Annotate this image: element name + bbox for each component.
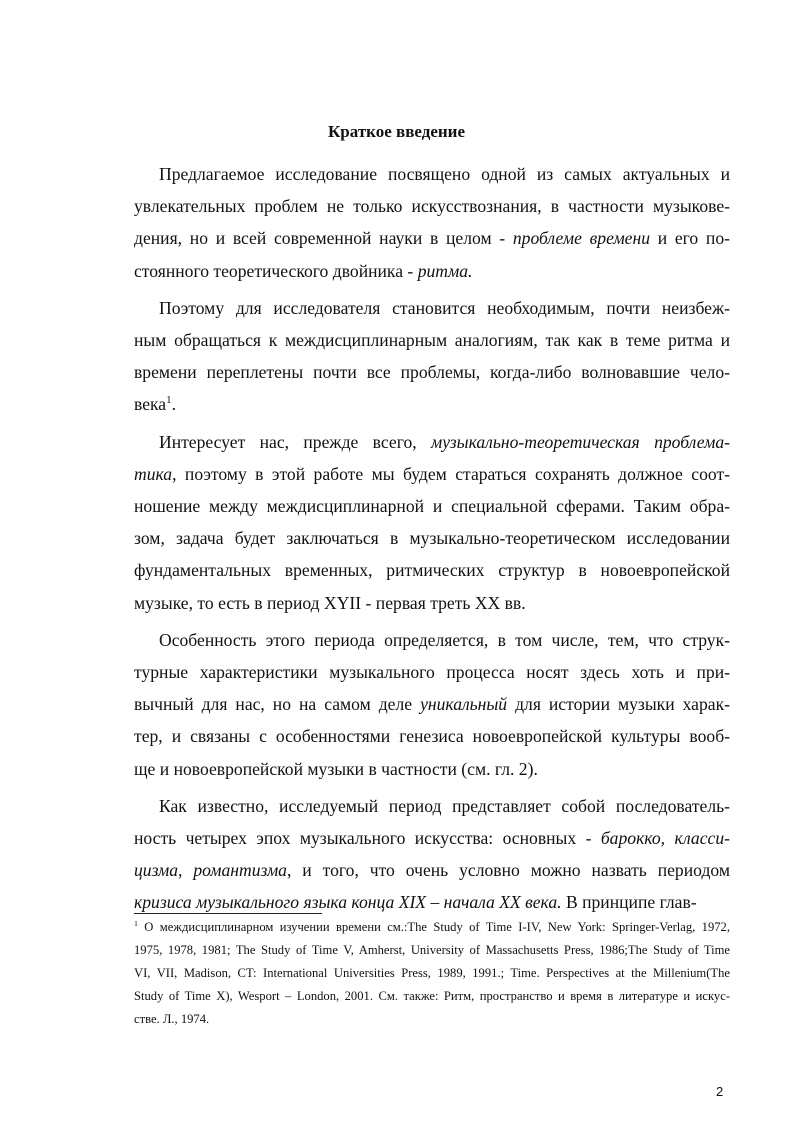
paragraph-line (134, 758, 730, 780)
paragraph-line (159, 431, 730, 453)
text-run: Study of Time X), Wesport – London, 2001. См. также: Ритм, пространство и время в литературе и искус- (134, 989, 730, 1003)
text-run: вычный для нас, но на самом деле (134, 694, 421, 714)
text-run: для истории музыки харак- (507, 694, 730, 714)
page-number: 2 (716, 1084, 724, 1099)
text-run: Поэтому для исследователя становится необходимым, почти неизбеж- (159, 298, 730, 318)
paragraph-line (134, 393, 730, 415)
text-run: ношение между междисциплинарной и специальной сферами. Таким обра- (134, 496, 730, 516)
text-run: VI, VII, Madison, CT: International Universities Press, 1989, 1991.; Time. Perspectives at the Millenium(The (134, 966, 730, 980)
paragraph-line (159, 795, 730, 817)
emphasis-text: цизма, романтизма (134, 860, 287, 880)
text-run: Предлагаемое исследование посвящено одной из самых актуальных и (159, 164, 730, 184)
footnote-line (134, 1011, 730, 1027)
footnote-marker: 1 (134, 918, 138, 928)
footnote-marker: 1 (166, 394, 172, 407)
footnote-line (134, 965, 730, 981)
text-run: , поэтому в этой работе мы будем стараться сохранять должное соот- (172, 464, 730, 484)
emphasis-text: барокко, класси- (600, 828, 730, 848)
paragraph-line (134, 527, 730, 549)
text-run: О междисциплинарном изучении времени см.:The Study of Time I-IV, New York: Springer-Verlag, 1972, (137, 920, 730, 934)
paragraph-line (134, 693, 730, 715)
text-run: фундаментальных временных, ритмических структур в новоевропейской (134, 560, 730, 580)
paragraph-line (134, 725, 730, 747)
text-run: ным обращаться к междисциплинарным аналогиям, так как в теме ритма и (134, 330, 730, 350)
text-run: тер, и связаны с особенностями генезиса новоевропейской культуры вооб- (134, 726, 730, 746)
page-title: Краткое введение (327, 122, 466, 141)
text-run: и его по- (650, 228, 730, 248)
paragraph-line (134, 463, 730, 485)
paragraph-line (159, 629, 730, 651)
footnote-line (134, 942, 730, 958)
paragraph-line (134, 260, 730, 282)
text-run: турные характеристики музыкального процесса носят здесь хоть и при- (134, 662, 730, 682)
paragraph-line (134, 559, 730, 581)
text-run: ще и новоевропейской музыки в частности (см. гл. 2). (134, 759, 538, 779)
text-run: стве. Л., 1974. (134, 1012, 210, 1026)
text-run: В принципе глав- (561, 892, 697, 912)
text-run: 1975, 1978, 1981; The Study of Time V, Amherst, University of Massachusetts Press, 1986;The Study of Time (134, 943, 730, 957)
paragraph-line (159, 163, 730, 185)
text-run: увлекательных проблем не только искусствознания, в частности музыкове- (134, 196, 730, 216)
paragraph-line (134, 661, 730, 683)
footnote-line (134, 988, 730, 1004)
emphasis-text: уникальный (420, 694, 508, 714)
text-run: Интересует нас, прежде всего, (159, 432, 431, 452)
footnote-line (134, 919, 730, 935)
text-run: музыке, то есть в период XYII - первая треть XX вв. (134, 593, 526, 613)
text-run: времени переплетены почти все проблемы, когда-либо волновавшие чело- (134, 362, 730, 382)
paragraph-line (134, 495, 730, 517)
text-run: стоянного теоретического двойника - (134, 261, 418, 281)
text-run: дения, но и всей современной науки в целом - (134, 228, 513, 248)
emphasis-text: кризиса музыкального языка конца XIX – начала XX века. (134, 892, 562, 912)
paragraph-line (159, 297, 730, 319)
paragraph-line (134, 227, 730, 249)
paragraph-line (134, 859, 730, 881)
text-run: , и того, что очень условно можно назвать периодом (286, 860, 730, 880)
paragraph-line (134, 827, 730, 849)
text-run: Как известно, исследуемый период представляет собой последователь- (159, 796, 730, 816)
text-run: . (171, 394, 176, 414)
emphasis-text: ритма. (417, 261, 473, 281)
paragraph-line (134, 361, 730, 383)
footnote-separator (134, 913, 322, 914)
emphasis-text: тика (134, 464, 173, 484)
emphasis-text: музыкально-теоретическая проблема- (431, 432, 730, 452)
paragraph-line (134, 195, 730, 217)
text-run: Особенность этого периода определяется, в том числе, тем, что струк- (159, 630, 730, 650)
paragraph-line (134, 891, 730, 913)
text-run: зом, задача будет заключаться в музыкально-теоретическом исследовании (134, 528, 730, 548)
emphasis-text: проблеме времени (512, 228, 651, 248)
paragraph-line (134, 329, 730, 351)
paragraph-line (134, 592, 730, 614)
text-run: ность четырех эпох музыкального искусства: основных - (134, 828, 601, 848)
text-run: века (134, 394, 167, 414)
